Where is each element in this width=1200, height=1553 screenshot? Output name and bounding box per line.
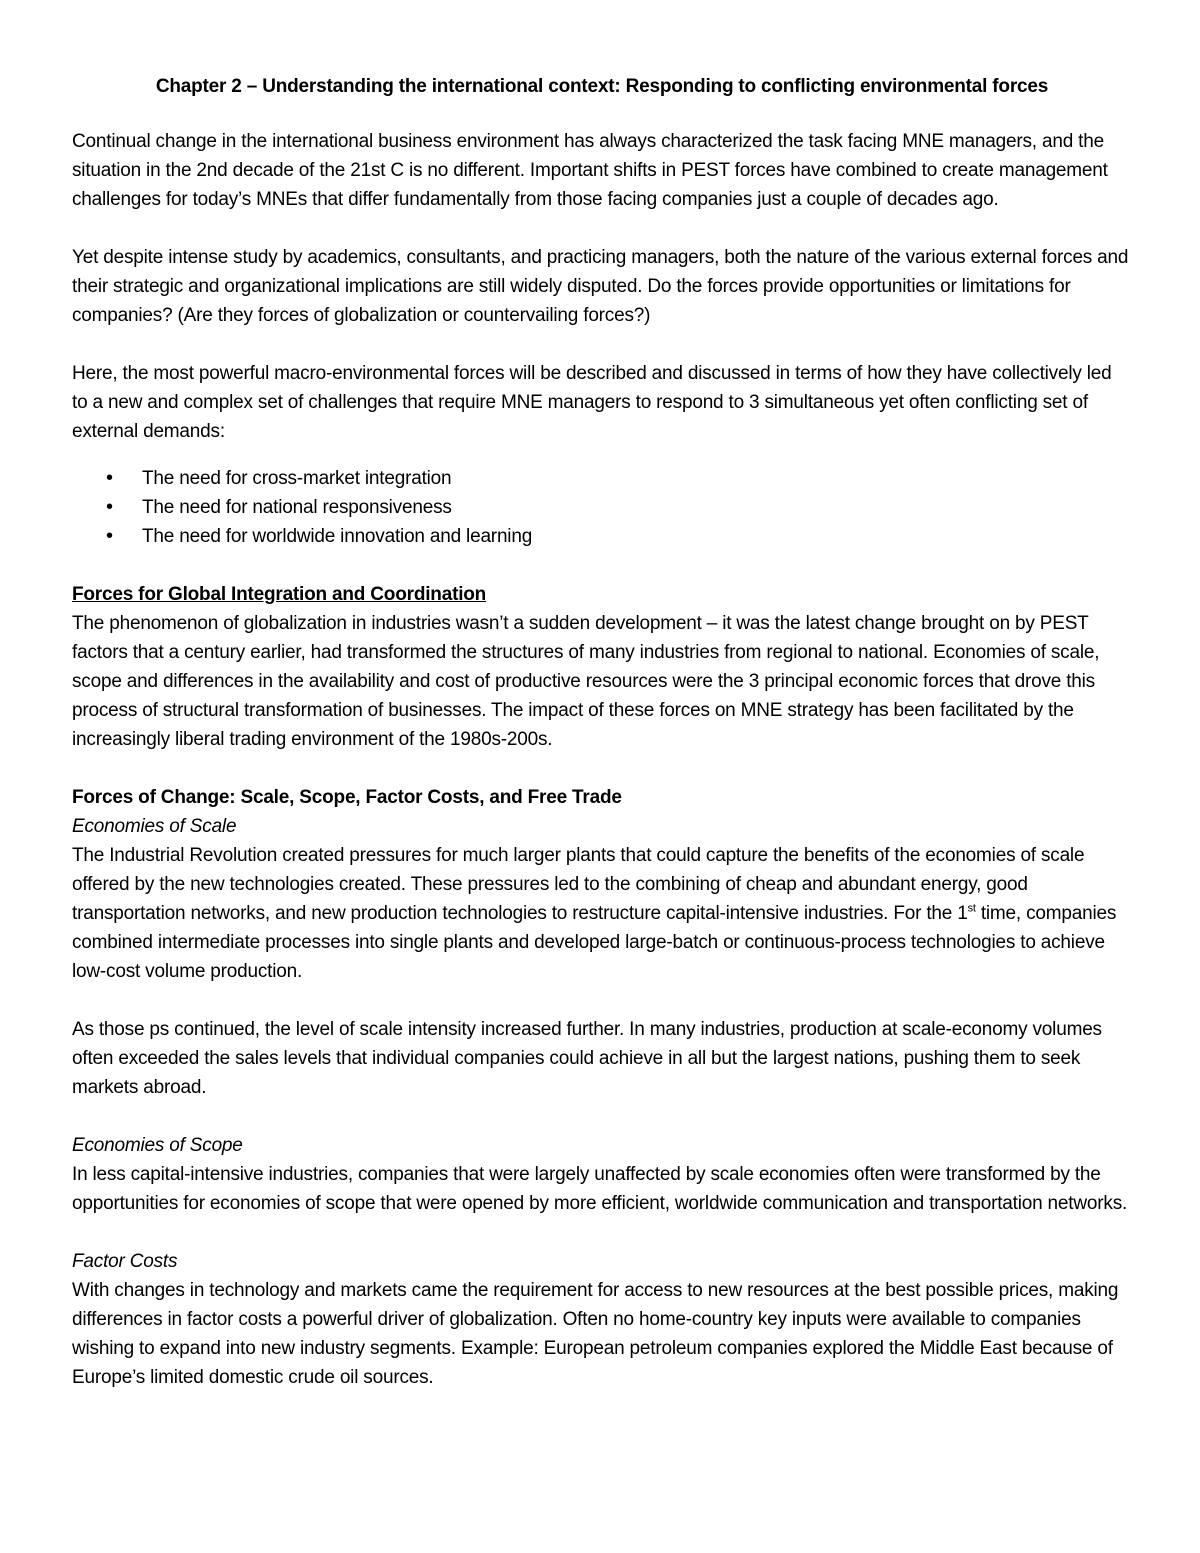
section-heading-change: Forces of Change: Scale, Scope, Factor Costs, and Free Trade [72,787,622,808]
superscript-st: st [967,902,976,915]
intro-paragraph-3: Here, the most powerful macro-environmental forces will be described and discussed in terms of how they have collectively led to a new and complex set of challenges that require MNE managers to respond to 3 simultaneous yet often conflicting set of external demands: [72,363,1112,442]
intro-paragraph-1: Continual change in the international business environment has always characterized the task facing MNE managers, and the situation in the 2nd decade of the 21st C is no different. Important shifts in PEST forces have combined to create management challenges for today’s MNEs that differ fundamentally from those facing companies just a couple of decades ago. [72,131,1108,210]
section-global-integration [72,580,1132,754]
scale-body-part1: The Industrial Revolution created pressures for much larger plants that could capture the benefits of the economies of scale offered by the new technologies created. These pressures led to the combining of cheap and abundant energy, good transportation networks, and new production technologies to restructure capital-intensive industries. For the 1 [72,845,1085,924]
scale-body-part2: time, companies combined intermediate processes into single plants and developed large-batch or continuous-process technologies to achieve low-cost volume production. [72,903,1117,982]
section-global-body: The phenomenon of globalization in industries wasn’t a sudden development – it was the latest change brought on by PEST factors that a century earlier, had transformed the structures of many industries from regional to national. Economies of scale, scope and differences in the availability and cost of productive resources were the 3 principal economic forces that drove this process of structural transformation of businesses. The impact of these forces on MNE strategy has been facilitated by the increasingly liberal trading environment of the 1980s-200s. [72,613,1100,750]
scale-body [72,841,1132,986]
demands-list [72,464,1132,551]
scale-body-2: As those ps continued, the level of scale intensity increased further. In many industries, production at scale-economy volumes often exceeded the sales levels that individual companies could achieve in all but the largest nations, pushing them to seek markets abroad. [72,1019,1102,1098]
section-factor-costs [72,1247,1132,1392]
subheading-factor: Factor Costs [72,1251,178,1272]
list-item: • The need for national responsiveness [142,493,1132,522]
subheading-scope: Economies of Scope [72,1135,243,1156]
intro-paragraph-2: Yet despite intense study by academics, consultants, and practicing managers, both the nature of the various external forces and their strategic and organizational implications are still widely disputed. Do the forces provide opportunities or limitations for companies? (Are they forces of globalization or countervailing forces?) [72,247,1129,326]
list-item: • The need for worldwide innovation and learning [142,522,1132,551]
subheading-scale: Economies of Scale [72,816,237,837]
list-item: • The need for cross-market integration [142,464,1132,493]
section-forces-of-change [72,783,1132,986]
section-scope [72,1131,1132,1218]
scope-body: In less capital-intensive industries, companies that were largely unaffected by scale economies often were transformed by the opportunities for economies of scope that were opened by more efficient, worldwide communication and transportation networks. [72,1164,1128,1214]
factor-body: With changes in technology and markets came the requirement for access to new resources at the best possible prices, making differences in factor costs a powerful driver of globalization. Often no home-country key inputs were available to companies wishing to expand into new industry segments. Example: European petroleum companies explored the Middle East because of Europe’s limited domestic crude oil sources. [72,1280,1119,1388]
section-heading-global: Forces for Global Integration and Coordination [72,584,487,605]
page-title: Chapter 2 – Understanding the international context: Responding to conflicting environmental forces [155,76,1049,97]
